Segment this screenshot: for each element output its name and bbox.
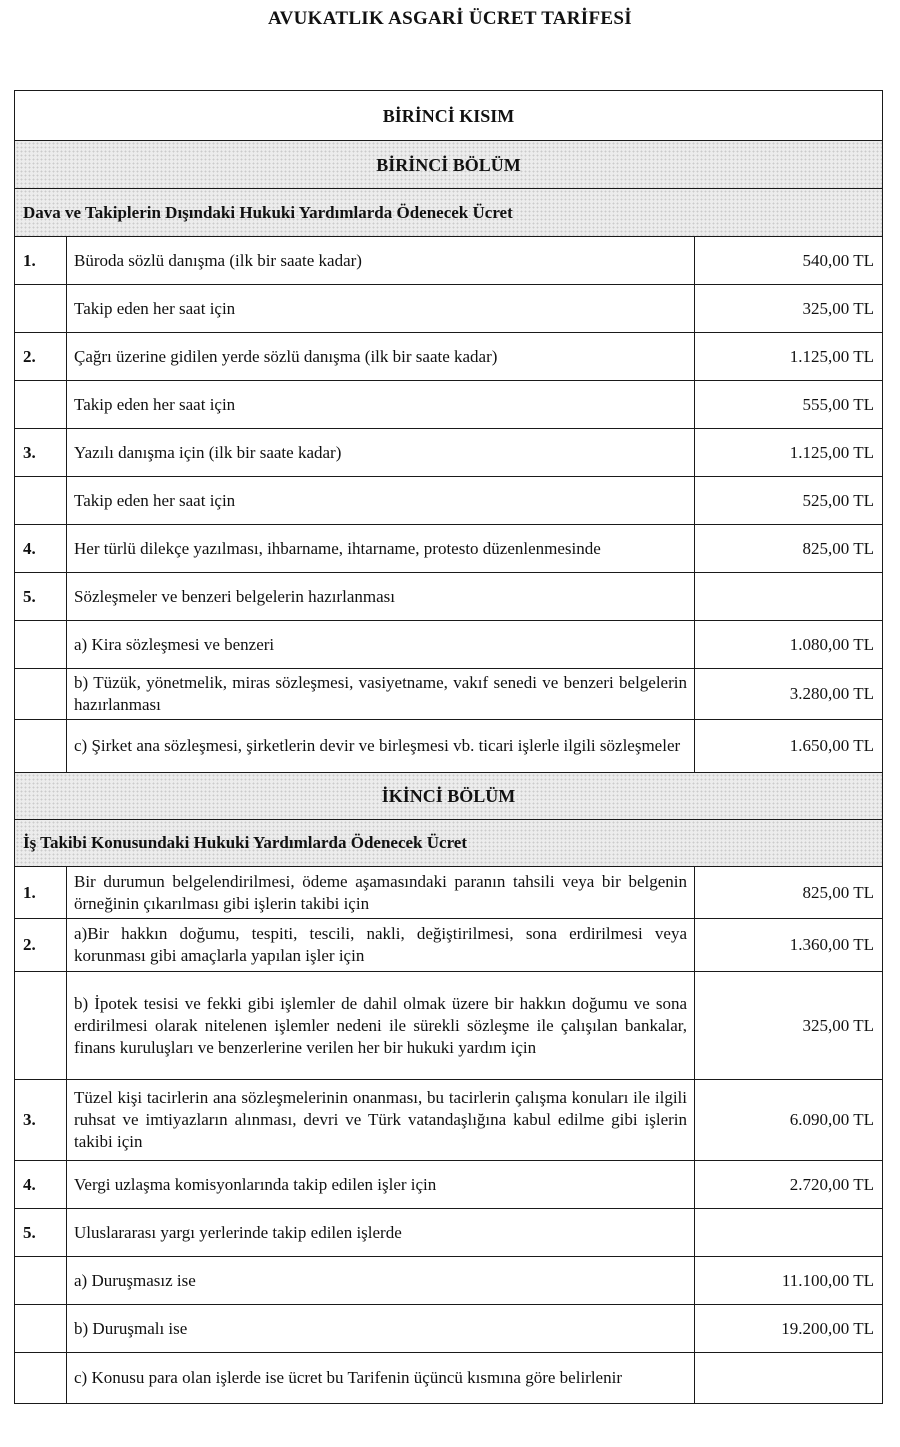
section-heading-row xyxy=(15,189,883,237)
part-title-row xyxy=(15,91,883,141)
item-number: 4. xyxy=(15,525,67,573)
fee-row xyxy=(15,573,883,621)
section-title: İKİNCİ BÖLÜM xyxy=(15,773,883,820)
item-amount: 825,00 TL xyxy=(695,525,883,573)
item-amount: 540,00 TL xyxy=(695,237,883,285)
item-description: Çağrı üzerine gidilen yerde sözlü danışma (ilk bir saate kadar) xyxy=(67,333,695,381)
item-number: 3. xyxy=(15,1080,67,1161)
item-amount: 825,00 TL xyxy=(695,867,883,919)
item-amount: 1.080,00 TL xyxy=(695,621,883,669)
part-title: BİRİNCİ KISIM xyxy=(15,91,883,141)
fee-row xyxy=(15,429,883,477)
item-amount: 11.100,00 TL xyxy=(695,1257,883,1305)
item-description: a) Duruşmasız ise xyxy=(67,1257,695,1305)
item-description: Her türlü dilekçe yazılması, ihbarname, ihtarname, protesto düzenlenmesinde xyxy=(67,525,695,573)
item-description: c) Şirket ana sözleşmesi, şirketlerin devir ve birleşmesi vb. ticari işlerle ilgili sözleşmeler xyxy=(67,720,695,773)
fee-row xyxy=(15,720,883,773)
item-amount: 1.125,00 TL xyxy=(695,333,883,381)
item-amount: 1.360,00 TL xyxy=(695,919,883,972)
item-number xyxy=(15,1353,67,1404)
item-number: 5. xyxy=(15,573,67,621)
item-number xyxy=(15,669,67,720)
item-number xyxy=(15,1257,67,1305)
fee-row xyxy=(15,972,883,1080)
item-amount: 2.720,00 TL xyxy=(695,1161,883,1209)
fee-table xyxy=(14,90,883,1404)
section-heading: Dava ve Takiplerin Dışındaki Hukuki Yardımlarda Ödenecek Ücret xyxy=(15,189,883,237)
fee-row xyxy=(15,621,883,669)
section-title-row xyxy=(15,773,883,820)
item-number xyxy=(15,972,67,1080)
item-description: a)Bir hakkın doğumu, tespiti, tescili, nakli, değiştirilmesi, sona erdirilmesi veya korunması gibi amaçlarla yapılan işler için xyxy=(67,919,695,972)
item-description: Bir durumun belgelendirilmesi, ödeme aşamasındaki paranın tahsili veya bir belgenin örneğinin çıkarılması gibi işlerin takibi için xyxy=(67,867,695,919)
item-number xyxy=(15,621,67,669)
item-number xyxy=(15,720,67,773)
item-description: b) Duruşmalı ise xyxy=(67,1305,695,1353)
item-number xyxy=(15,285,67,333)
item-description: b) İpotek tesisi ve fekki gibi işlemler de dahil olmak üzere bir hakkın doğumu ve sona erdirilmesi olarak nitelenen işlemler nedeni ile sürekli sözleşme ile çalışılan bankalar, finans kuruluşları ve benzerlerine verilen her bir hukuki yardım için xyxy=(67,972,695,1080)
item-description: Sözleşmeler ve benzeri belgelerin hazırlanması xyxy=(67,573,695,621)
item-number xyxy=(15,1305,67,1353)
item-amount: 6.090,00 TL xyxy=(695,1080,883,1161)
item-number xyxy=(15,381,67,429)
item-amount: 325,00 TL xyxy=(695,285,883,333)
item-description: a) Kira sözleşmesi ve benzeri xyxy=(67,621,695,669)
item-amount: 19.200,00 TL xyxy=(695,1305,883,1353)
fee-row xyxy=(15,1257,883,1305)
item-number: 2. xyxy=(15,919,67,972)
item-description: Büroda sözlü danışma (ilk bir saate kadar) xyxy=(67,237,695,285)
fee-row xyxy=(15,381,883,429)
item-number: 1. xyxy=(15,237,67,285)
section-heading-row xyxy=(15,820,883,867)
item-description: Takip eden her saat için xyxy=(67,477,695,525)
section-title-row xyxy=(15,141,883,189)
fee-row xyxy=(15,1161,883,1209)
item-amount: 3.280,00 TL xyxy=(695,669,883,720)
fee-row xyxy=(15,1080,883,1161)
item-number: 3. xyxy=(15,429,67,477)
item-amount: 325,00 TL xyxy=(695,972,883,1080)
item-description: Takip eden her saat için xyxy=(67,285,695,333)
fee-row xyxy=(15,477,883,525)
fee-row xyxy=(15,669,883,720)
item-number: 4. xyxy=(15,1161,67,1209)
fee-row xyxy=(15,1305,883,1353)
item-number: 2. xyxy=(15,333,67,381)
item-amount: 1.650,00 TL xyxy=(695,720,883,773)
item-amount: 1.125,00 TL xyxy=(695,429,883,477)
item-description: b) Tüzük, yönetmelik, miras sözleşmesi, vasiyetname, vakıf senedi ve benzeri belgelerin hazırlanması xyxy=(67,669,695,720)
item-amount xyxy=(695,1353,883,1404)
item-number xyxy=(15,477,67,525)
fee-row xyxy=(15,867,883,919)
item-number: 1. xyxy=(15,867,67,919)
item-amount: 555,00 TL xyxy=(695,381,883,429)
item-amount xyxy=(695,1209,883,1257)
fee-row xyxy=(15,333,883,381)
fee-row xyxy=(15,525,883,573)
item-amount: 525,00 TL xyxy=(695,477,883,525)
fee-row xyxy=(15,1353,883,1404)
document-title: AVUKATLIK ASGARİ ÜCRET TARİFESİ xyxy=(268,8,632,29)
item-description: Vergi uzlaşma komisyonlarında takip edilen işler için xyxy=(67,1161,695,1209)
fee-row xyxy=(15,285,883,333)
item-description: Yazılı danışma için (ilk bir saate kadar) xyxy=(67,429,695,477)
fee-row xyxy=(15,1209,883,1257)
fee-row xyxy=(15,237,883,285)
item-amount xyxy=(695,573,883,621)
item-number: 5. xyxy=(15,1209,67,1257)
item-description: Takip eden her saat için xyxy=(67,381,695,429)
item-description: Tüzel kişi tacirlerin ana sözleşmelerinin onanması, bu tacirlerin çalışma konuları ile ilgili ruhsat ve imtiyazların alınması, devri ve Türk vatandaşlığına kabul edilme gibi işlerin takibi için xyxy=(67,1080,695,1161)
section-title: BİRİNCİ BÖLÜM xyxy=(15,141,883,189)
item-description: Uluslararası yargı yerlerinde takip edilen işlerde xyxy=(67,1209,695,1257)
fee-row xyxy=(15,919,883,972)
section-heading: İş Takibi Konusundaki Hukuki Yardımlarda Ödenecek Ücret xyxy=(15,820,883,867)
item-description: c) Konusu para olan işlerde ise ücret bu Tarifenin üçüncü kısmına göre belirlenir xyxy=(67,1353,695,1404)
